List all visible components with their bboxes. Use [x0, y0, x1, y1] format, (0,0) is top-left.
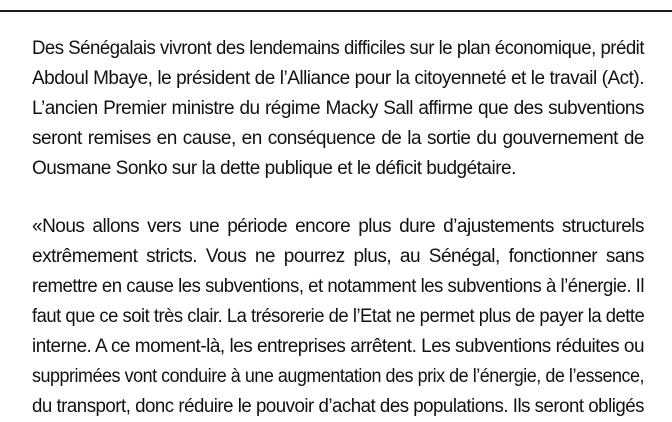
text-line: L’ancien Premier ministre du régime Macky Sall affirme que des subventions — [32, 98, 644, 119]
article-body — [32, 34, 644, 422]
text-line: Des Sénégalais vivront des lendemains difficiles sur le plan économique, prédit — [32, 38, 644, 59]
text-line: faut que ce soit très clair. La trésorerie de l’Etat ne permet plus de payer la dette — [32, 306, 645, 327]
text-line: extrêmement stricts. Vous ne pourrez plus, au Sénégal, fonctionner sans — [32, 246, 644, 267]
text-line: supprimées vont conduire à une augmentation des prix de l’énergie, de l’essence, — [32, 366, 644, 387]
text-line: Ousmane Sonko sur la dette publique et le déficit budgétaire. — [32, 158, 516, 179]
paragraph-1 — [32, 34, 644, 184]
top-divider — [0, 10, 672, 12]
text-line: interne. A ce moment-là, les entreprises arrêtent. Les subventions réduites ou — [32, 336, 644, 357]
paragraph-2 — [32, 212, 644, 422]
text-line: «Nous allons vers une période encore plus dure d’ajustements structurels — [32, 216, 644, 237]
text-line: du transport, donc réduire le pouvoir d’achat des populations. Ils seront obligés — [32, 396, 644, 417]
text-line: remettre en cause les subventions, et notamment les subventions à l’énergie. Il — [32, 276, 644, 297]
text-line: Abdoul Mbaye, le président de l’Alliance pour la citoyenneté et le travail (Act). — [32, 68, 644, 89]
text-line: seront remises en cause, en conséquence de la sortie du gouvernement de — [32, 128, 644, 149]
